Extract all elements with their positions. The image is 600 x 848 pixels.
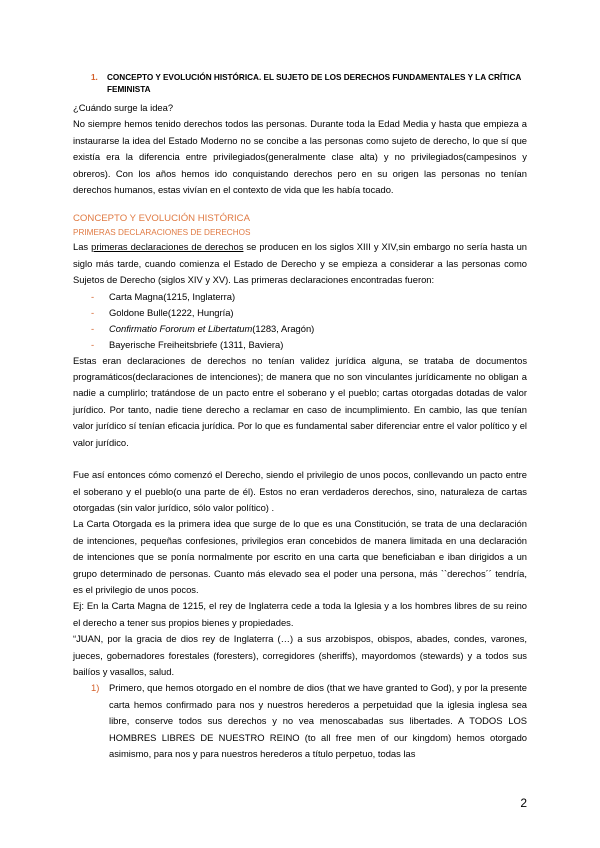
section-title: CONCEPTO Y EVOLUCIÓN HISTÓRICA <box>73 213 250 225</box>
item-number: 1) <box>91 682 100 694</box>
section-subtitle: PRIMERAS DECLARACIONES DE DERECHOS <box>73 228 251 238</box>
intro-paragraph: No siempre hemos tenido derechos todos las personas. Durante toda la Edad Media y hasta que empieza a instaurarse la idea del Estado Moderno no se concibe a las personas como sujeto de derecho, lo que sí que existía era la diferencia entre privilegiados(generalmente clase alta) y no privilegiados(campesinos y obreros). Con los años hemos ido conquistando derechos pero en su origen las personas no tenían derechos humanos, estas vivían en el contexto de vida que les había tocado. <box>73 118 527 196</box>
section-heading <box>91 72 527 96</box>
underlined-term: primeras declaraciones de derechos <box>91 241 244 253</box>
list-item: - Carta Magna(1215, Inglaterra) <box>91 289 527 305</box>
list-item: - Bayerische Freiheitsbriefe (1311, Baviera) <box>91 337 527 353</box>
list-item: - Confirmatio Fororum et Libertatum(1283, Aragón) <box>91 321 527 337</box>
paragraph-example: Ej: En la Carta Magna de 1215, el rey de Inglaterra cede a toda la Iglesia y a los hombres libres de su reino el derecho a tener sus propios bienes y propiedades. <box>73 600 527 628</box>
heading-number: 1. <box>91 73 98 82</box>
list-item: - Goldone Bulle(1222, Hungría) <box>91 305 527 321</box>
heading-text: CONCEPTO Y EVOLUCIÓN HISTÓRICA. EL SUJETO DE LOS DERECHOS FUNDAMENTALES Y LA CRÍTICA FEMINISTA <box>107 73 521 94</box>
declarations-list <box>73 289 527 353</box>
paragraph-validity: Estas eran declaraciones de derechos no tenían validez jurídica alguna, se trataba de documentos programáticos(declaraciones de intenciones); de manera que no son vinculantes jurídicamente no obligan a nadie a cumplirlo; tratándose de un pacto entre el soberano y el pueblo; cartas otorgadas dotadas de valor jurídico. Por tanto, nadie tiene derecho a reclamar en caso de incumplimiento. En cambio, las que tenían valor jurídico sí tenían eficacia jurídica. Por lo que es fundamental saber diferenciar entre el valor político y el valor jurídico. <box>73 354 527 448</box>
intro-question: ¿Cuándo surge la idea? <box>73 102 174 113</box>
paragraph-quote: “JUAN, por la gracia de dios rey de Inglaterra (…) a sus arzobispos, obispos, abades, condes, varones, jueces, gobernadores forestales (foresters), corregidores (sheriffs), mayordomos (stewards) y a todos sus bailíos y vasallos, salud. <box>73 633 527 677</box>
paragraph-declarations: Las primeras declaraciones de derechos se producen en los siglos XIII y XIV,sin embargo no sería hasta un siglo más tarde, cuando comienza el Estado de Derecho y se empieza a considerar a las personas como Sujetos de Derecho (siglos XIV y XV). Las primeras declaraciones encontradas fueron: <box>73 241 528 286</box>
paragraph-origin: Fue así entonces cómo comenzó el Derecho, siendo el privilegio de unos pocos, conllevando un pacto entre el soberano y el pueblo(o una parte de él). Estos no eran verdaderos derechos, sino, naturaleza de cartas otorgadas (sin valor jurídico, sólo valor político) . <box>73 469 527 513</box>
page-content <box>73 72 527 762</box>
numbered-item <box>91 680 527 762</box>
paragraph-carta-otorgada: La Carta Otorgada es la primera idea que surge de lo que es una Constitución, se trata de una declaración de intenciones, pequeñas confesiones, privilegios eran concebidos de manera limitada en una declaración de intenciones que se ponía normalmente por escrito en una carta que beneficiaban e iban dirigidos a un grupo determinado de personas. Cuanto más elevado sea el poder una persona, más ``derechos´´ tendría, es el privilegio de unos pocos. <box>73 518 527 595</box>
page-number: 2 <box>520 796 527 810</box>
item-text: Primero, que hemos otorgado en el nombre de dios (that we have granted to God), y por la presente carta hemos confirmado para nos y nuestros herederos a perpetuidad que la iglesia inglesa sea libre, conserve todos sus derechos y no vea menoscabadas sus libertades. A TODOS LOS HOMBRES LIBRES DE NUESTRO REINO (to all free men of our kingdom) hemos otorgado asimismo, para nos y para nuestros herederos a título perpetuo, todas las <box>109 682 527 759</box>
